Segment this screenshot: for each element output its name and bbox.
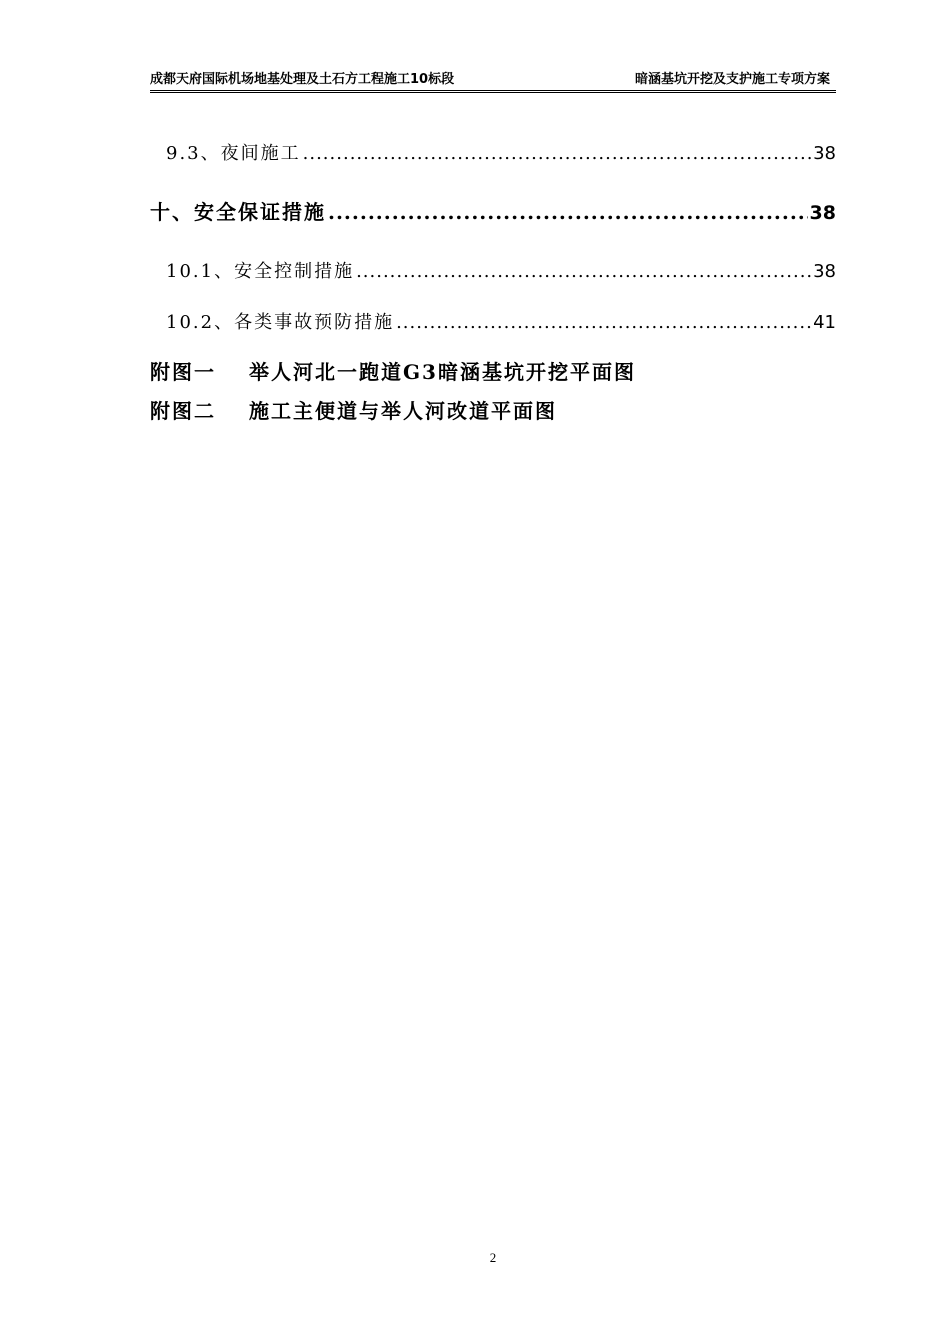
header-project-title: 成都天府国际机场地基处理及土石方工程施工10标段 bbox=[150, 72, 455, 87]
toc-entry-chapter-10[interactable] bbox=[150, 196, 836, 225]
toc-leader-dots bbox=[396, 312, 811, 333]
toc-entry-title: 十、安全保证措施 bbox=[150, 200, 326, 224]
toc-entry-page: 38 bbox=[809, 202, 836, 224]
toc-leader-dots bbox=[303, 143, 811, 164]
toc-entry-page: 38 bbox=[813, 261, 836, 282]
toc-entry-9-3[interactable] bbox=[166, 139, 836, 165]
appendix-entry-2[interactable] bbox=[150, 395, 557, 424]
toc-entry-title: 9.3、夜间施工 bbox=[166, 143, 301, 164]
toc-leader-dots bbox=[328, 200, 808, 224]
page-header bbox=[150, 66, 836, 93]
toc-leader-dots bbox=[356, 261, 811, 282]
appendix-title: 施工主便道与举人河改道平面图 bbox=[248, 399, 557, 423]
appendix-title: 举人河北一跑道G3暗涵基坑开挖平面图 bbox=[248, 360, 636, 384]
appendix-entry-1[interactable] bbox=[150, 356, 636, 385]
page-number: 2 bbox=[489, 1250, 497, 1265]
toc-entry-title: 10.2、各类事故预防措施 bbox=[166, 312, 395, 333]
appendix-label: 附图一 bbox=[150, 360, 216, 384]
appendix-label: 附图二 bbox=[150, 399, 216, 423]
toc-entry-page: 41 bbox=[813, 312, 836, 333]
toc-entry-page: 38 bbox=[813, 143, 836, 164]
toc-entry-title: 10.1、安全控制措施 bbox=[166, 261, 355, 282]
header-document-title: 暗涵基坑开挖及支护施工专项方案 bbox=[634, 72, 830, 87]
toc-entry-10-2[interactable] bbox=[166, 308, 836, 334]
toc-entry-10-1[interactable] bbox=[166, 257, 836, 283]
